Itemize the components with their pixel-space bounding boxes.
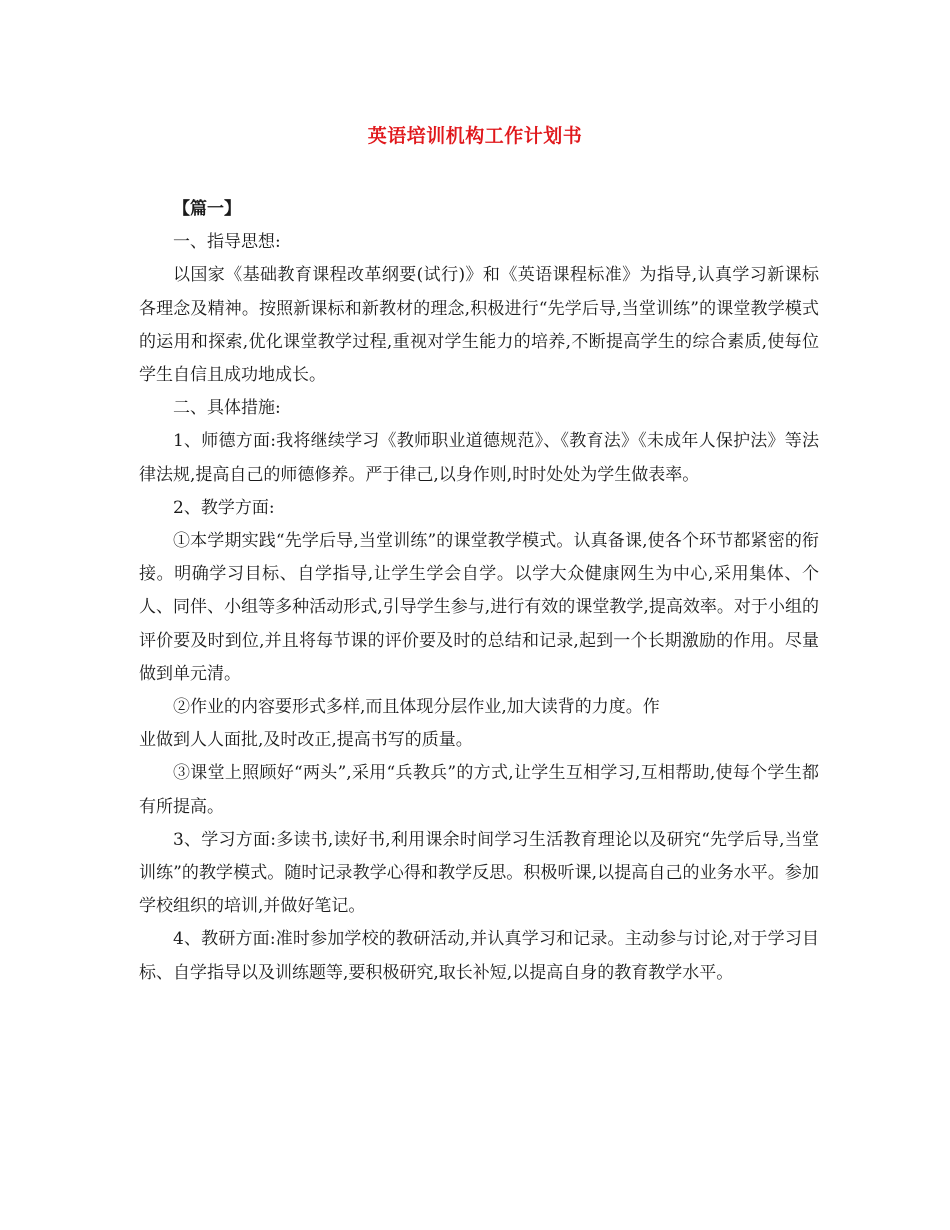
paragraph-guiding-ideas-heading: 一、指导思想:: [173, 232, 281, 253]
paragraph-teaching-heading: 2、教学方面:: [173, 497, 275, 518]
paragraph-teaching-2b: 业做到人人面批,及时改正,提高书写的质量。: [139, 730, 473, 751]
section-label: 【篇一】: [173, 199, 241, 219]
paragraph-ethics: 1、师德方面:我将继续学习《教师职业道德规范》、《教育法》《未成年人保护法》等法律法规,提高自己的师德修养。严于律己,以身作则,时时处处为学生做表率。: [139, 431, 819, 485]
paragraph-teaching-2a: ②作业的内容要形式多样,而且体现分层作业,加大读背的力度。作: [173, 697, 660, 718]
paragraph-research: 4、教研方面:准时参加学校的教研活动,并认真学习和记录。主动参与讨论,对于学习目标、自学指导以及训练题等,要积极研究,取长补短,以提高自身的教育教学水平。: [139, 929, 819, 983]
document-body: [139, 193, 819, 990]
document-title: 英语培训机构工作计划书: [367, 125, 583, 147]
paragraph-guiding-ideas: 以国家《基础教育课程改革纲要(试行)》和《英语课程标准》为指导,认真学习新课标各理念及精神。按照新课标和新教材的理念,积极进行“先学后导,当堂训练”的课堂教学模式的运用和探索,优化课堂教学过程,重视对学生能力的培养,不断提高学生的综合素质,使每位学生自信且成功地成长。: [139, 265, 819, 386]
paragraph-teaching-3: ③课堂上照顾好“两头”,采用“兵教兵”的方式,让学生互相学习,互相帮助,使每个学生都有所提高。: [139, 763, 819, 817]
paragraph-measures-heading: 二、具体措施:: [173, 398, 281, 419]
paragraph-teaching-1: ①本学期实践“先学后导,当堂训练”的课堂教学模式。认真备课,使各个环节都紧密的衔接。明确学习目标、自学指导,让学生学会自学。以学大众健康网生为中心,采用集体、个人、同伴、小组等多种活动形式,引导学生参与,进行有效的课堂教学,提高效率。对于小组的评价要及时到位,并且将每节课的评价要及时的总结和记录,起到一个长期激励的作用。尽量做到单元清。: [139, 531, 819, 684]
paragraph-study: 3、学习方面:多读书,读好书,利用课余时间学习生活教育理论以及研究“先学后导,当堂训练”的教学模式。随时记录教学心得和教学反思。积极听课,以提高自己的业务水平。参加学校组织的培训,并做好笔记。: [139, 829, 819, 917]
